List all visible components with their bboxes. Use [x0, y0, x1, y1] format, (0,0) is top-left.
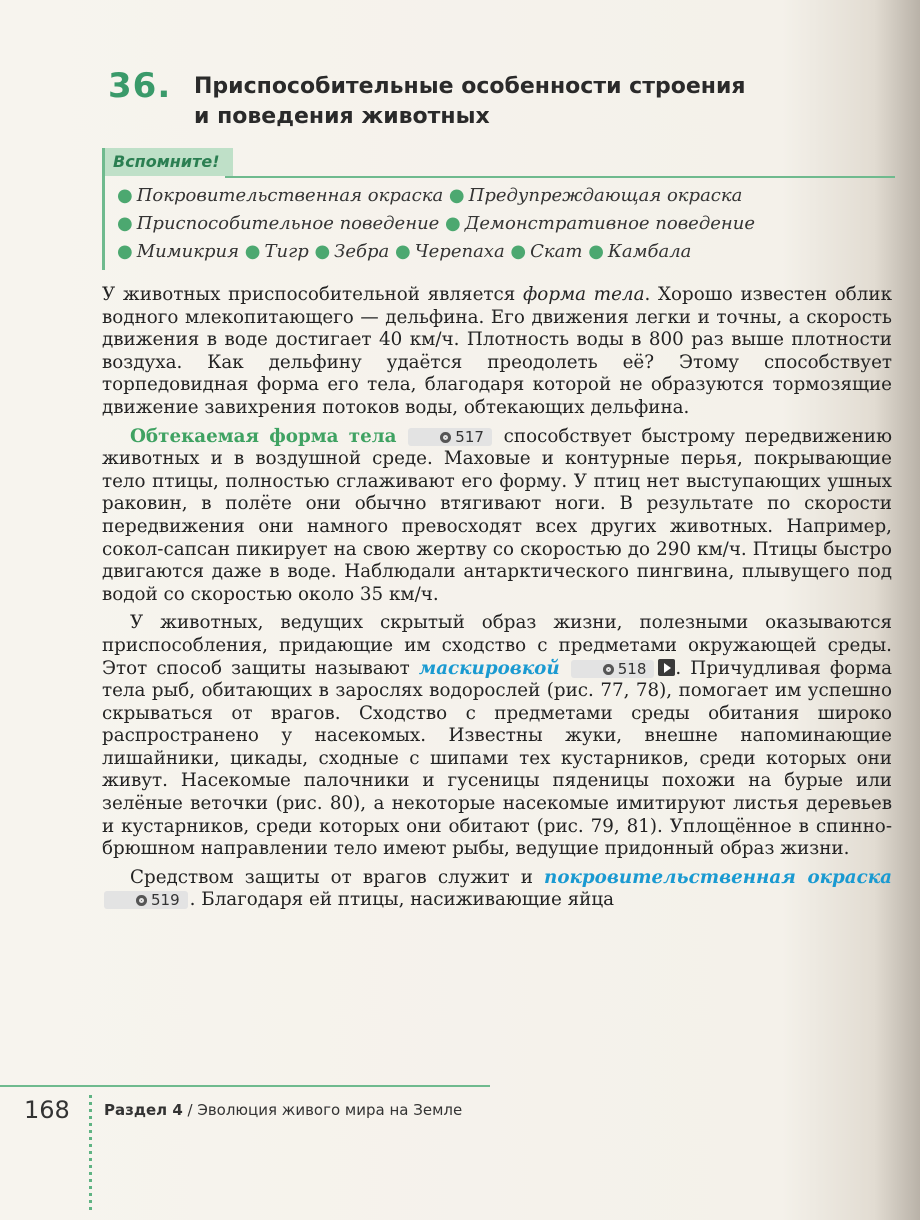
bullet-icon: ●: [314, 241, 331, 262]
remember-item: ● Предупреждающая окраска: [448, 185, 743, 206]
bullet-icon: ●: [448, 185, 465, 206]
remember-item: ● Демонстративное поведение: [445, 213, 755, 234]
term-body-shape: форма тела: [523, 284, 645, 305]
remember-item: ● Черепаха: [395, 241, 505, 262]
remember-item: ● Зебра: [314, 241, 390, 262]
term-protective-coloring: покровительственная окраска: [544, 866, 892, 888]
bullet-icon: ●: [117, 185, 133, 206]
bullet-icon: ●: [445, 213, 461, 234]
ref-circle-icon: [603, 664, 614, 675]
bullet-icon: ●: [117, 213, 133, 234]
lesson-title-line2: и поведения животных: [194, 104, 490, 129]
paragraph-2: Обтекаемая форма тела 517 способствует быстрому передвижению животных и в воздушной среде. Маховые и контурные перья, покрывающие тело птицы, полностью сглаживают его форму. У птиц нет выступающих ушных раковин, в полёте они обычно втягивают ноги. В результате по скорости передвижения они намного превосходят всех других животных. Например, сокол-сапсан пикирует на свою жертву со скоростью до 290 км/ч. Птицы быстро двигаются даже в воде. Наблюдали антарктического пингвина, плывущего под водой со скоростью около 35 км/ч.: [102, 425, 892, 605]
term-camouflage: маскировкой: [418, 657, 560, 679]
bullet-icon: ●: [588, 241, 604, 262]
remember-line-2: [117, 210, 891, 238]
footer-divider: [0, 1085, 490, 1087]
section-label: Раздел 4 / Эволюция живого мира на Земле: [104, 1101, 463, 1119]
play-video-icon[interactable]: [658, 659, 675, 676]
remember-line-1: [117, 182, 891, 210]
lesson-number: 36.: [108, 66, 172, 106]
remember-items: [117, 182, 891, 266]
ref-badge-519[interactable]: 519: [104, 891, 188, 909]
remember-item: ● Мимикрия: [117, 241, 240, 262]
ref-badge-517[interactable]: 517: [408, 428, 492, 446]
term-streamlined-shape: Обтекаемая форма тела: [130, 425, 397, 447]
remember-line-3: [117, 238, 891, 266]
remember-heading: Вспомните!: [105, 148, 233, 176]
bullet-icon: ●: [117, 241, 133, 262]
remember-item: ● Тигр: [244, 241, 309, 262]
page-number: 168: [24, 1096, 70, 1124]
ref-circle-icon: [440, 432, 451, 443]
ref-badge-518[interactable]: 518: [571, 660, 655, 678]
body-text: [102, 284, 892, 918]
paragraph-3: У животных, ведущих скрытый образ жизни, полезными оказываются приспособления, придающие им сходство с предметами окружающей среды. Этот способ защиты называют маскировкой 518 . Причудливая форма тела рыб, обитающих в зарослях водорослей (рис. 77, 78), помогает им успешно скрываться от врагов. Сходство с предметами среды обитания широко распространено у насекомых. Известны жуки, внешне напоминающие лишайники, цикады, сходные с шипами тех кустарников, среди которых они живут. Насекомые палочники и гусеницы пяденицы похожи на бурые или зелёные веточки (рис. 80), а некоторые насекомые имитируют листья деревьев и кустарников, среди которых они обитают (рис. 79, 81). Уплощённое в спинно-брюшном направлении тело имеют рыбы, ведущие придонный образ жизни.: [102, 612, 892, 860]
remember-item: ● Приспособительное поведение: [117, 213, 440, 234]
paragraph-1: У животных приспособительной является форма тела. Хорошо известен облик водного млекопитающего — дельфина. Его движения легки и точны, а скорость движения в воде достигает 40 км/ч. Плотность воды в 800 раз выше плотности воздуха. Как дельфину удаётся преодолеть её? Этому способствует торпедовидная форма его тела, благодаря которой не образуются тормозящие движение завихрения потоков воды, обтекающих дельфина.: [102, 284, 893, 418]
paragraph-4: Средством защиты от врагов служит и покровительственная окраска 519 . Благодаря ей птицы, насиживающие яйца: [102, 867, 892, 912]
remember-box: [102, 148, 895, 270]
lesson-title: [194, 72, 900, 132]
bullet-icon: ●: [510, 241, 527, 262]
remember-item: ● Скат: [510, 241, 583, 262]
bullet-icon: ●: [244, 241, 261, 262]
ref-circle-icon: [136, 895, 147, 906]
remember-item: ● Камбала: [588, 241, 692, 262]
bullet-icon: ●: [395, 241, 411, 262]
footer-dotted-rule: [89, 1095, 92, 1213]
remember-divider: [225, 176, 895, 178]
lesson-title-line1: Приспособительные особенности строения: [194, 74, 746, 99]
remember-item: ● Покровительственная окраска: [117, 185, 444, 206]
